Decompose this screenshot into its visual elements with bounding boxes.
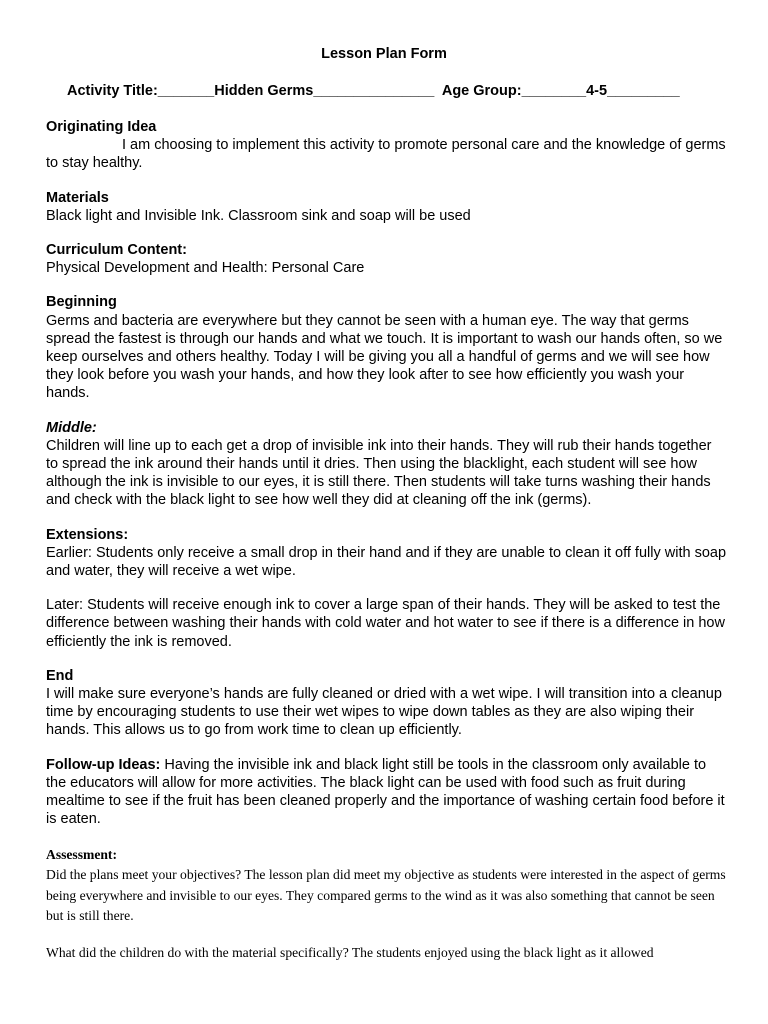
age-group-label: Age Group: (441, 83, 522, 99)
document-title: Lesson Plan Form (321, 46, 447, 62)
section-extensions (46, 526, 726, 651)
lesson-content (46, 118, 726, 981)
originating-idea-heading: Originating Idea (46, 119, 157, 135)
age-group-value: ________4-5_________ (521, 83, 680, 99)
section-beginning (46, 293, 726, 402)
activity-title-value: _______Hidden Germs_______________ (157, 83, 435, 99)
section-curriculum (46, 241, 726, 277)
follow-up-text: Having the invisible ink and black light still be tools in the classroom only available to the educators will allow for more activities. The black light can be used with food such as fruit during mealtime to see if the fruit has been cleaned properly and the importance of washing certain food before it is eaten. (46, 756, 725, 828)
section-assessment (46, 845, 726, 965)
assessment-objectives-text: Did the plans meet your objectives? The lesson plan did meet my objective as students were interested in the aspect of germs being everywhere and invisible to our eyes. They compared germs to the wind as it was also something that cannot be seen but is still there. (46, 867, 726, 923)
extensions-earlier-text: Earlier: Students only receive a small drop in their hand and if they are unable to clean it off fully with soap and water, they will receive a wet wipe. (46, 544, 727, 580)
originating-idea-text-line1: I am choosing to implement this activity to promote personal care and the knowledge of germs (122, 137, 726, 154)
materials-text: Black light and Invisible Ink. Classroom sink and soap will be used (46, 207, 471, 224)
curriculum-heading: Curriculum Content: (46, 242, 187, 259)
activity-header (67, 83, 680, 99)
assessment-heading: Assessment: (46, 846, 117, 862)
section-materials (46, 189, 726, 225)
assessment-materials-text: What did the children do with the material specifically? The students enjoyed using the black light as it allowed (46, 944, 654, 960)
extensions-heading: Extensions: (46, 526, 129, 543)
section-originating-idea (46, 118, 726, 173)
originating-idea-text-line2: to stay healthy. (46, 155, 143, 172)
middle-text: Children will line up to each get a drop of invisible ink into their hands. They will rub their hands together to spread the ink around their hands until it dries. Then using the blacklight, each student will see how although the ink is invisible to our eyes, it is still there. Then students will take turns washing their hands and check with the black light to see how well they did at cleaning off the ink (germs). (46, 437, 712, 509)
activity-title-label: Activity Title: (67, 83, 158, 99)
extensions-later-text: Later: Students will receive enough ink to cover a large span of their hands. They will be asked to test the difference between washing their hands with cold water and hot water to see if there is a difference in how efficiently the ink is removed. (46, 597, 725, 650)
follow-up-heading: Follow-up Ideas: (46, 756, 161, 773)
section-middle (46, 419, 726, 510)
beginning-text: Germs and bacteria are everywhere but they cannot be seen with a human eye. The way that germs spread the fastest is through our hands and what we touch. It is important to wash our hands often, so we keep ourselves and others healthy. Today I will be giving you all a handful of germs and we will see how they look before you wash your hands, and how they look after to see how efficiently you wash your hands. (46, 312, 723, 402)
beginning-heading: Beginning (46, 294, 117, 311)
end-text: I will make sure everyone’s hands are fully cleaned or dried with a wet wipe. I will transition into a cleanup time by encouraging students to use their wet wipes to wipe down tables as they are also wiping their hands. This allows us to go from work time to clean up efficiently. (46, 686, 722, 739)
section-follow-up (46, 756, 726, 829)
middle-heading: Middle: (46, 419, 97, 436)
curriculum-text: Physical Development and Health: Personal Care (46, 260, 365, 277)
end-heading: End (46, 667, 74, 684)
materials-heading: Materials (46, 189, 109, 206)
section-end (46, 667, 726, 740)
